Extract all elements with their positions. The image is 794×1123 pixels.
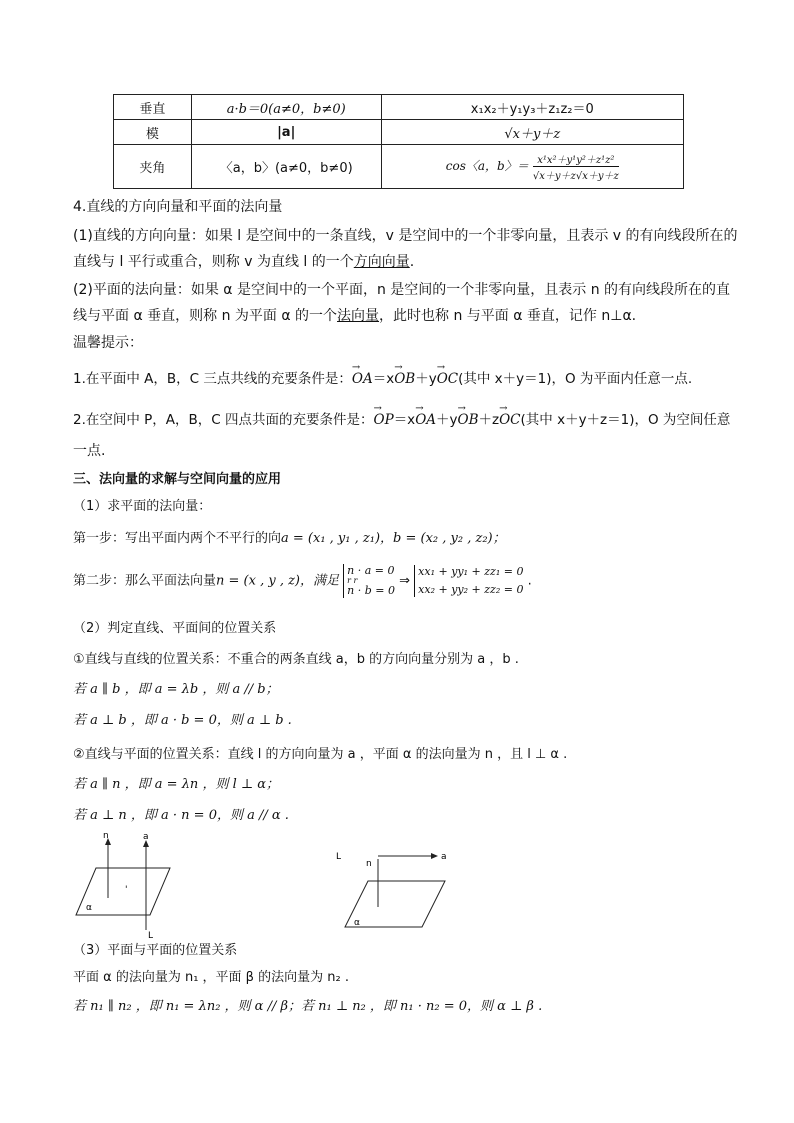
table-row xyxy=(114,120,684,145)
brace-line: xx₁ + yy₁ + zz₁ = 0 xyxy=(418,565,524,578)
text: 直线与 l 平行或重合，则称 v 为直线 l 的一个 xyxy=(73,254,354,270)
label-L: L xyxy=(148,931,154,940)
subsection-1: （1）求平面的法向量： xyxy=(73,499,212,514)
line-plane-title: ②直线与平面的位置关系：直线 l 的方向向量为 a ，平面 α 的法向量为 n ，且 l ⊥ α . xyxy=(73,747,568,762)
figure-line-parallel-plane xyxy=(70,830,190,940)
plane-plane-title: 平面 α 的法向量为 n₁ ，平面 β 的法向量为 n₂ . xyxy=(73,970,349,985)
text: 第二步：那么平面法向量 xyxy=(73,573,217,589)
vector-OC: → OC xyxy=(499,410,520,430)
term-direction-vector: 方向向量 xyxy=(353,254,410,270)
vector-OA: → OA xyxy=(415,410,436,430)
text: 2.在空间中 P，A，B，C 四点共面的充要条件是： xyxy=(73,412,374,428)
cos-prefix: cos〈a，b〉＝ xyxy=(445,159,529,173)
brace-line: n · a = 0 xyxy=(347,564,395,577)
arrowhead xyxy=(431,853,438,859)
vec-formula: 〈a，b〉(a≠0，b≠0) xyxy=(191,145,381,189)
brace-line: r r xyxy=(347,576,358,585)
text: ，此时也称 n 与平面 α 垂直，记作 n⊥α. xyxy=(379,308,637,324)
label-dot: ' xyxy=(125,885,128,895)
text: ＋y xyxy=(415,371,437,387)
row-label: 模 xyxy=(114,120,192,145)
text: ＝x xyxy=(372,371,395,387)
row-label: 夹角 xyxy=(114,145,192,189)
vector-OA: → OA xyxy=(352,369,373,389)
text: . xyxy=(409,254,415,270)
cos-fraction xyxy=(533,151,619,182)
row-label: 垂直 xyxy=(114,95,192,120)
vector-OB: → OB xyxy=(394,369,415,389)
plane-alpha xyxy=(345,881,445,927)
step-1 xyxy=(73,529,506,549)
tip-1 xyxy=(73,369,692,389)
section-4-title: 4.直线的方向向量和平面的法向量 xyxy=(73,199,283,215)
label-L: L xyxy=(336,852,342,862)
brace-line: n · b = 0 xyxy=(347,584,395,597)
label-alpha: α xyxy=(354,918,360,928)
fraction-denominator: √x＋y＋z√x＋y＋z xyxy=(532,171,619,182)
text: 线与平面 α 垂直，则称 n 为平面 α 的一个 xyxy=(73,308,338,324)
coord-formula xyxy=(381,145,683,189)
text: ＋y xyxy=(436,412,458,428)
tip-2-cont: 一点. xyxy=(73,443,106,459)
text: 1.在平面中 A，B，C 三点共线的充要条件是： xyxy=(73,371,352,387)
label-alpha: α xyxy=(86,903,92,913)
table-row xyxy=(114,95,684,120)
line-plane-parallel: 若 a ∥ n ，即 a = λn ，则 l ⊥ α； xyxy=(73,777,280,792)
coord-formula: x₁x₂＋y₁y₃＋z₁z₂＝0 xyxy=(381,95,683,120)
step-2 xyxy=(73,564,532,598)
text: . xyxy=(527,573,532,589)
coord-formula: √x＋y＋z xyxy=(381,120,683,145)
direction-vector-def-2 xyxy=(73,252,414,272)
section-3-title: 三、法向量的求解与空间向量的应用 xyxy=(73,472,282,487)
vec-formula: |a| xyxy=(191,120,381,145)
line-line-title: ①直线与直线的位置关系：不重合的两条直线 a，b 的方向向量分别为 a ，b . xyxy=(73,652,519,667)
condition-brace-2 xyxy=(414,565,523,597)
vector-formula-table xyxy=(113,94,684,189)
label-n: n xyxy=(366,859,372,869)
text: 第一步：写出平面内两个不平行的向 xyxy=(73,531,282,546)
brace-line: xx₂ + yy₂ + zz₂ = 0 xyxy=(418,583,524,596)
table-row xyxy=(114,145,684,189)
tip-2 xyxy=(73,410,730,430)
label-a: a xyxy=(441,852,447,862)
label-a: a xyxy=(143,832,149,842)
subsection-2: （2）判定直线、平面间的位置关系 xyxy=(73,621,277,636)
text: ＝x xyxy=(393,412,416,428)
condition-brace-1 xyxy=(343,564,395,598)
tip-heading: 温馨提示： xyxy=(73,335,143,351)
normal-vector-def-2 xyxy=(73,306,636,326)
normal-vector-def-1: (2)平面的法向量：如果 α 是空间中的一个平面，n 是空间的一个非零向量，且表示 n 的有向线段所在的直 xyxy=(73,282,731,298)
vector-a-coords: a = (x₁ , y₁ , z₁)， xyxy=(281,531,394,546)
implies-symbol: ⇒ xyxy=(399,573,411,589)
line-plane-perp: 若 a ⊥ n ，即 a · n = 0，则 a // α . xyxy=(73,808,289,823)
figure-line-perp-plane xyxy=(330,845,460,935)
normal-vector-def: n = (x , y , z)，满足 xyxy=(216,573,340,589)
vector-OB: → OB xyxy=(458,410,479,430)
direction-vector-def-1: (1)直线的方向向量：如果 l 是空间中的一条直线，v 是空间中的一个非零向量，且表示 v 的有向线段所在的 xyxy=(73,228,738,244)
label-n: n xyxy=(103,831,109,841)
vector-b-coords: b = (x₂ , y₂ , z₂)； xyxy=(393,531,506,546)
term-normal-vector: 法向量 xyxy=(337,308,380,324)
text: (其中 x＋y＝1)，O 为平面内任意一点. xyxy=(458,371,693,387)
fraction-numerator: x¹x²＋y¹y²＋z¹z² xyxy=(533,151,619,167)
text: (其中 x＋y＋z＝1)，O 为空间任意 xyxy=(520,412,731,428)
vector-OP: → OP xyxy=(374,410,394,430)
plane-plane-relations: 若 n₁ ∥ n₂ ，即 n₁ = λn₂ ，则 α // β；若 n₁ ⊥ n₂ ，即 n₁ · n₂ = 0，则 α ⊥ β . xyxy=(73,999,543,1014)
vector-OC: → OC xyxy=(437,369,458,389)
subsection-3: （3）平面与平面的位置关系 xyxy=(73,943,238,958)
text: ＋z xyxy=(478,412,500,428)
line-line-perp: 若 a ⊥ b ，即 a · b = 0，则 a ⊥ b . xyxy=(73,713,292,728)
vec-formula: a·b＝0(a≠0，b≠0) xyxy=(191,95,381,120)
line-line-parallel: 若 a ∥ b ，即 a = λb ，则 a // b； xyxy=(73,682,279,697)
